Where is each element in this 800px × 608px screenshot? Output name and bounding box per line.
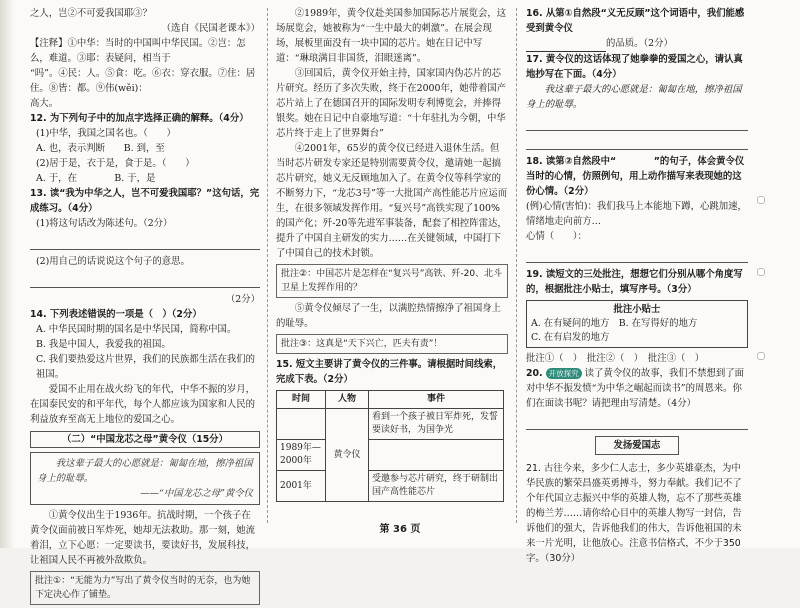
tips-option-b: B. 在写得好的地方 — [618, 318, 698, 329]
question-17: 17. 黄令仪的这话体现了她拳拳的爱国之心，请认真地抄写在下面。（4分） — [526, 54, 743, 80]
q12-part2: (2)居于是，衣于是，食于是。（ ） — [36, 158, 195, 169]
table-row — [277, 409, 504, 440]
q17-quote: 我这辈子最大的心愿就是：匍匐在地，擦净祖国身上的耻辱。 — [526, 84, 742, 110]
column-3 — [526, 6, 748, 566]
text-line: 之人，岂②不可爱我国耶③？ — [30, 8, 152, 19]
q13-part1: (1)将这句话改为陈述句。（2分） — [36, 218, 173, 229]
tips-option-c: C. 在有启发的地方 — [531, 332, 610, 343]
tips-title: 批注小贴士 — [613, 304, 661, 315]
epigraph-box — [30, 452, 260, 505]
epigraph-text: 我这辈子最大的心愿就是：匍匐在地，擦净祖国身上的耻辱。 — [37, 458, 253, 484]
column-2 — [276, 6, 508, 502]
q18-example: (例)心情(害怕)：我们我马上本能地下蹲，心跳加速，情绪地走向前方… — [526, 201, 747, 227]
tips-option-row — [531, 317, 743, 331]
passage-paragraph-1: ①黄令仪出生于1936年。抗战时期，一个孩子在黄令仪面前被日军炸死，她却无法救助。那一刻，她流着泪，立下心愿：一定要读书，要读好书，发展科技，让祖国人民不再被外敌欺负。 — [30, 510, 256, 566]
q14-option-b: B. 我是中国人，我爱我的祖国。 — [36, 339, 171, 350]
annotation-3: 批注③：这真是“天下兴亡，匹夫有责”！ — [281, 339, 443, 349]
answer-line[interactable] — [30, 273, 260, 288]
q12-options-1: A. 也，表示判断 B. 到，至 — [36, 143, 165, 154]
answer-line[interactable] — [526, 415, 748, 430]
table-header: 事件 — [369, 391, 504, 409]
passage-paragraph-5: ⑤黄令仪倾尽了一生，以满腔热情擦净了祖国身上的耻辱。 — [276, 303, 502, 329]
table-cell: 受邀参与芯片研究，终于研制出国产高性能芯片 — [369, 471, 504, 502]
table-cell-blank[interactable] — [277, 409, 326, 440]
source-line: （选自《民国老课本》） — [161, 23, 260, 34]
passage-paragraph: 爱国不止用在战火纷飞的年代，中华不振的岁月，在国泰民安的和平年代，每个人都应该为国家和人民的利益放弃至高无上地位的爱国之心。 — [30, 384, 256, 425]
question-16: 16. 从第①自然段“义无反顾”这个词语中，我们能感受到黄令仪 — [526, 8, 745, 34]
question-13: 13. 读“我为中华之人，岂不可爱我国耶？”这句话，完成练习。（4分） — [30, 188, 260, 214]
annotation-1: 批注①：“无能为力”写出了黄令仪当时的无奈，也为她下定决心作了铺垫。 — [35, 576, 251, 600]
note-line: 【注释】①中华：当时的中国叫中华民国。②岂：怎么，难道。③耶：表疑问，相当于 — [30, 38, 246, 64]
q14-option-a: A. 中华民国时期的国名是中华民国，简称中国。 — [36, 324, 237, 335]
question-12: 12. 为下列句子中的加点字选择正确的解释。（4分） — [30, 113, 249, 124]
question-16-continued — [526, 36, 748, 52]
annotation-box — [276, 264, 508, 298]
answer-line[interactable] — [526, 116, 748, 131]
section-title: （二）“中国龙芯之母”黄令仪（15分） — [30, 431, 260, 448]
question-20: 20. 开放探究 读了黄令仪的故事，我们不禁想到了面对中华不振发愤“为中华之崛起而读书”的周恩来。你们在面读书呢？请把理由写清楚。（4分） — [526, 368, 744, 409]
q13-points: （2分） — [225, 294, 260, 305]
table-header-row — [277, 391, 504, 409]
table-cell-blank[interactable] — [369, 440, 504, 471]
annotation-box — [276, 334, 508, 354]
annotation-2: 批注②：中国芯片是怎样在“复兴号”高铁、歼-20、北斗卫星上发挥作用的？ — [281, 269, 503, 293]
column-divider — [267, 8, 268, 523]
page-number: 第 36 页 — [379, 524, 421, 535]
table-header: 人物 — [326, 391, 369, 409]
q12-options-2: A. 于，在 B. 于，是 — [36, 173, 156, 184]
question-21: 21. 古往今来，多少仁人志士，多少英雄豪杰，为中华民族的繁荣昌盛英勇搏斗，努力奉献。我们记不了个年代国立志振兴中华的英雄人物，忘不了那些英雄的梅兰芳……请你给心目中的英雄人物写一封信，告诉他们的强大，告诉他我们的伟大，告诉他祖国的未来一片光明，让他放心。注意书信格式，不少于350字。（30分） — [526, 463, 742, 564]
question-20-text: 读了黄令仪的故事，我们不禁想到了面对中华不振发愤“为中华之崛起而读书”的周恩来。你们在面读书呢？请把理由写清楚。（4分） — [526, 368, 744, 409]
annotation-tips-box — [526, 300, 748, 348]
question-19: 19. 读短文的三处批注，想想它们分别从哪个角度写的，根据批注小贴士，填写序号。（3分） — [526, 269, 743, 295]
table-row — [277, 440, 504, 471]
table-row — [277, 471, 504, 502]
annotation-box — [30, 571, 260, 605]
binding-hole — [757, 352, 765, 360]
banner-title: 发扬爱国志 — [595, 436, 680, 455]
q12-part1: (1)中华，我国之国名也。（ ） — [36, 128, 176, 139]
question-18: 18. 读第②自然段中“ ”的句子，体会黄令仪当时的心情，仿照例句，用上动作描写来表现她的这份心情。（2分） — [526, 156, 745, 197]
answer-line[interactable] — [526, 135, 748, 150]
passage-paragraph-3: ③回国后，黄令仪开始主持，国家国内伪芯片的芯片研究。经历了多次失败，终于在2000年，她带着国产芯片站上了在德国召开的国际发明专利博览会，并捧得银奖。她在日记中自豪地写道：“十年驻扎为今朝，中华芯片终于走上了世界舞台” — [276, 68, 507, 139]
question-14: 14. 下列表述错误的一项是（ ）（2分） — [30, 309, 202, 320]
table-header: 时间 — [277, 391, 326, 409]
table-cell: 黄令仪 — [326, 409, 369, 502]
section-banner — [526, 436, 748, 455]
answer-blank[interactable] — [526, 36, 606, 52]
question-15: 15. 短文主要讲了黄令仪的三件事。请根据时间线索，完成下表。（2分） — [276, 359, 503, 385]
table-cell: 1989年—2000年 — [277, 440, 326, 471]
q13-part2: (2)用自己的话说说这个句子的意思。 — [36, 256, 190, 267]
question-16-tail: 的品质。（2分） — [606, 38, 673, 49]
epigraph-source: ——“中国龙芯之母”黄令仪 — [140, 488, 253, 499]
q19-fill: 批注①（ ） 批注②（ ） 批注③（ ） — [526, 353, 705, 364]
events-table — [276, 390, 504, 502]
passage-paragraph-2: ②1989年，黄令仪赴美国参加国际芯片展览会，这场展览会，她被称为“一生中最大的刺激”。在展会现场，展板里面没有一块中国的芯片。她在日记中写道：“琳琅满目非国货，泪眼迷离”。 — [276, 8, 507, 64]
q14-option-c: C. 我们要热爱这片世界，我们的民族都生活在我们的祖国。 — [36, 354, 256, 380]
binding-hole — [757, 196, 765, 204]
column-1 — [30, 6, 260, 608]
tips-option-a: A. 在有疑问的地方 — [531, 318, 610, 329]
column-divider — [516, 8, 517, 523]
note-line: “吗”。④民：人。⑤食：吃。⑥衣：穿衣服。⑦住：居住。⑧皆：都。⑨伟(wěi)： — [30, 68, 256, 94]
page-binding-shadow — [0, 0, 14, 548]
table-cell: 2001年 — [277, 471, 326, 502]
q18-fill: 心情（ ）： — [526, 231, 587, 242]
answer-line[interactable] — [526, 248, 748, 263]
open-explore-badge: 开放探究 — [546, 368, 582, 379]
answer-line[interactable] — [30, 235, 260, 250]
binding-hole — [757, 268, 765, 276]
passage-paragraph-4: ④2001年，65岁的黄令仪已经进入退休生活。但当时芯片研发专家还是特别需要黄令仪，邀请她一起搞芯片研究，她义无反顾地加入了。在黄令仪等科学家的不断努力下，“龙芯3号”等一大批国产高性能芯片应运而生，在很多领域发挥作用。“复兴号”高铁实现了100%的国产化；歼-20等先进军事装备，配套了相控阵雷达，提升了中国自主研发的实力……在关键领域，中国打下了中国自己的技术封锁。 — [276, 143, 508, 259]
note-line: 高大。 — [30, 98, 59, 109]
table-cell: 看到一个孩子被日军炸死，发誓要读好书，为国争光 — [369, 409, 504, 440]
